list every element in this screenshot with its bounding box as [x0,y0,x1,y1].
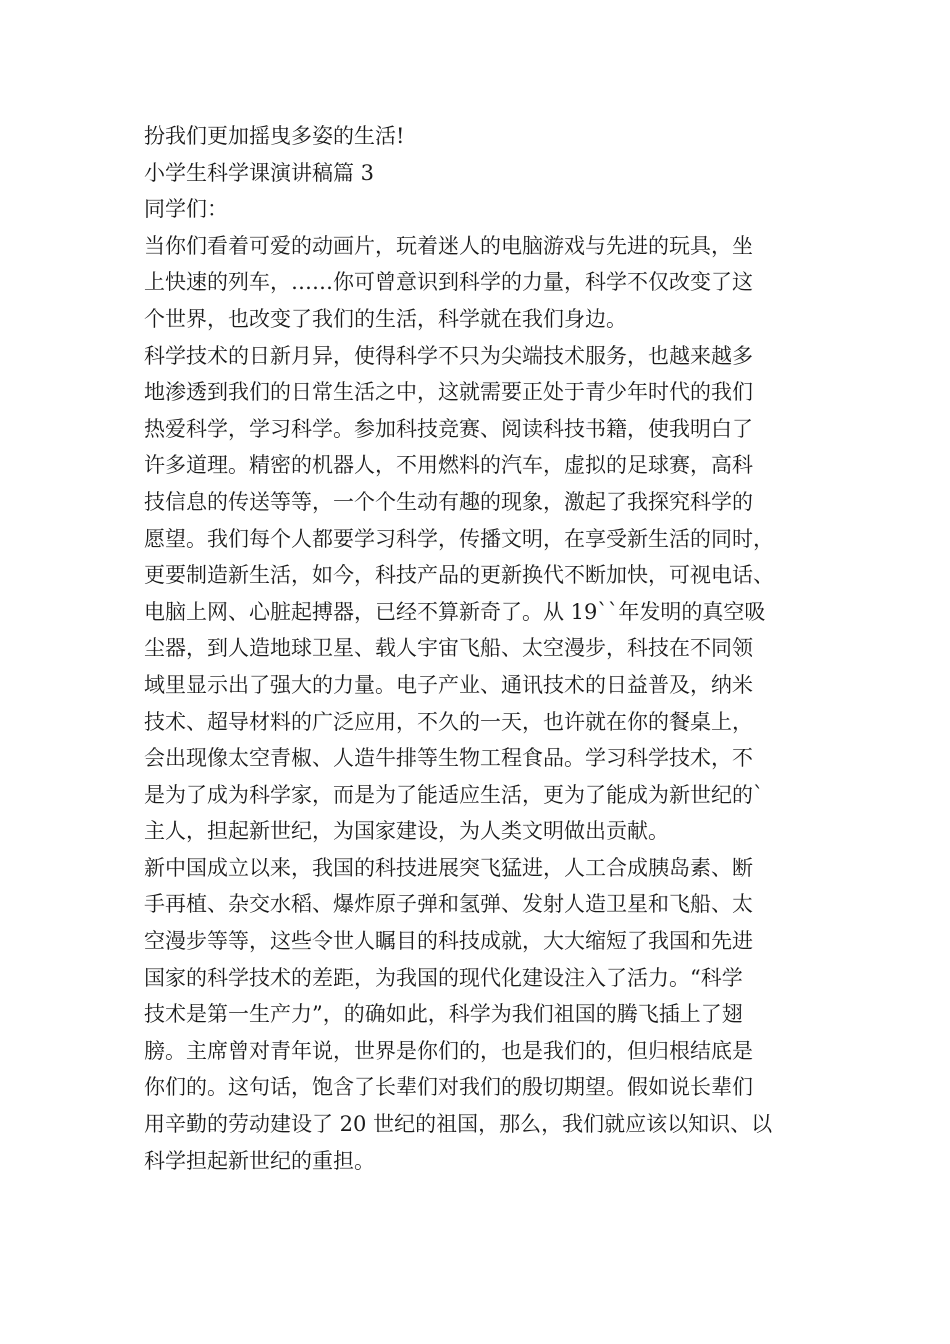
paragraph-line: 新中国成立以来，我国的科技进展突飞猛进，人工合成胰岛素、断 [144,855,753,880]
paragraph-line: 科学技术的日新月异，使得科学不只为尖端技术服务，也越来越多 [144,343,753,368]
speech-title: 小学生科学课演讲稿篇 3 [144,160,375,185]
paragraph-line: 技信息的传送等等，一个个生动有趣的现象，激起了我探究科学的 [144,489,753,514]
paragraph-line: 许多道理。精密的机器人，不用燃料的汽车，虚拟的足球赛，高科 [144,453,753,478]
paragraph-line: 空漫步等等，这些令世人瞩目的科技成就，大大缩短了我国和先进 [144,929,753,954]
paragraph-line: 用辛勤的劳动建设了 20 世纪的祖国，那么，我们就应该以知识、以 [144,1112,773,1137]
paragraph-line: 是为了成为科学家，而是为了能适应生活，更为了能成为新世纪的` [144,782,764,807]
paragraph-line: 你们的。这句话，饱含了长辈们对我们的殷切期望。假如说长辈们 [144,1075,753,1100]
salutation: 同学们： [144,197,228,222]
paragraph-line: 个世界，也改变了我们的生活，科学就在我们身边。 [144,306,627,331]
paragraph-line: 电脑上网、心脏起搏器，已经不算新奇了。从 19``年发明的真空吸 [144,599,766,624]
paragraph-line: 手再植、杂交水稻、爆炸原子弹和氢弹、发射人造卫星和飞船、太 [144,892,753,917]
paragraph-line: 地渗透到我们的日常生活之中，这就需要正处于青少年时代的我们 [144,380,753,405]
document-page [144,118,824,1179]
paragraph-line: 会出现像太空青椒、人造牛排等生物工程食品。学习科学技术，不 [144,746,753,771]
paragraph-line: 主人，担起新世纪，为国家建设，为人类文明做出贡献。 [144,819,669,844]
paragraph-line: 国家的科学技术的差距，为我国的现代化建设注入了活力。“科学 [144,965,743,990]
paragraph-line: 热爱科学，学习科学。参加科技竞赛、阅读科技书籍，使我明白了 [144,416,753,441]
paragraph-line: 上快速的列车，……你可曾意识到科学的力量，科学不仅改变了这 [144,270,753,295]
paragraph-1 [144,228,824,338]
paragraph-line: 更要制造新生活，如今，科技产品的更新换代不断加快，可视电话、 [144,563,774,588]
paragraph-line: 技术是第一生产力”，的确如此，科学为我们祖国的腾飞插上了翅 [144,1002,743,1027]
paragraph-line: 当你们看着可爱的动画片，玩着迷人的电脑游戏与先进的玩具，坐 [144,233,753,258]
paragraph-3 [144,850,824,1179]
paragraph-line: 域里显示出了强大的力量。电子产业、通讯技术的日益普及，纳米 [144,672,753,697]
paragraph-line: 尘器，到人造地球卫星、载人宇宙飞船、太空漫步，科技在不同领 [144,636,753,661]
intro-line: 扮我们更加摇曳多姿的生活! [144,124,405,148]
paragraph-2 [144,338,824,850]
paragraph-line: 膀。主席曾对青年说，世界是你们的，也是我们的，但归根结底是 [144,1038,753,1063]
paragraph-line: 技术、超导材料的广泛应用，不久的一天，也许就在你的餐桌上， [144,709,753,734]
paragraph-line: 愿望。我们每个人都要学习科学，传播文明，在享受新生活的同时， [144,526,774,551]
paragraph-line: 科学担起新世纪的重担。 [144,1148,375,1173]
